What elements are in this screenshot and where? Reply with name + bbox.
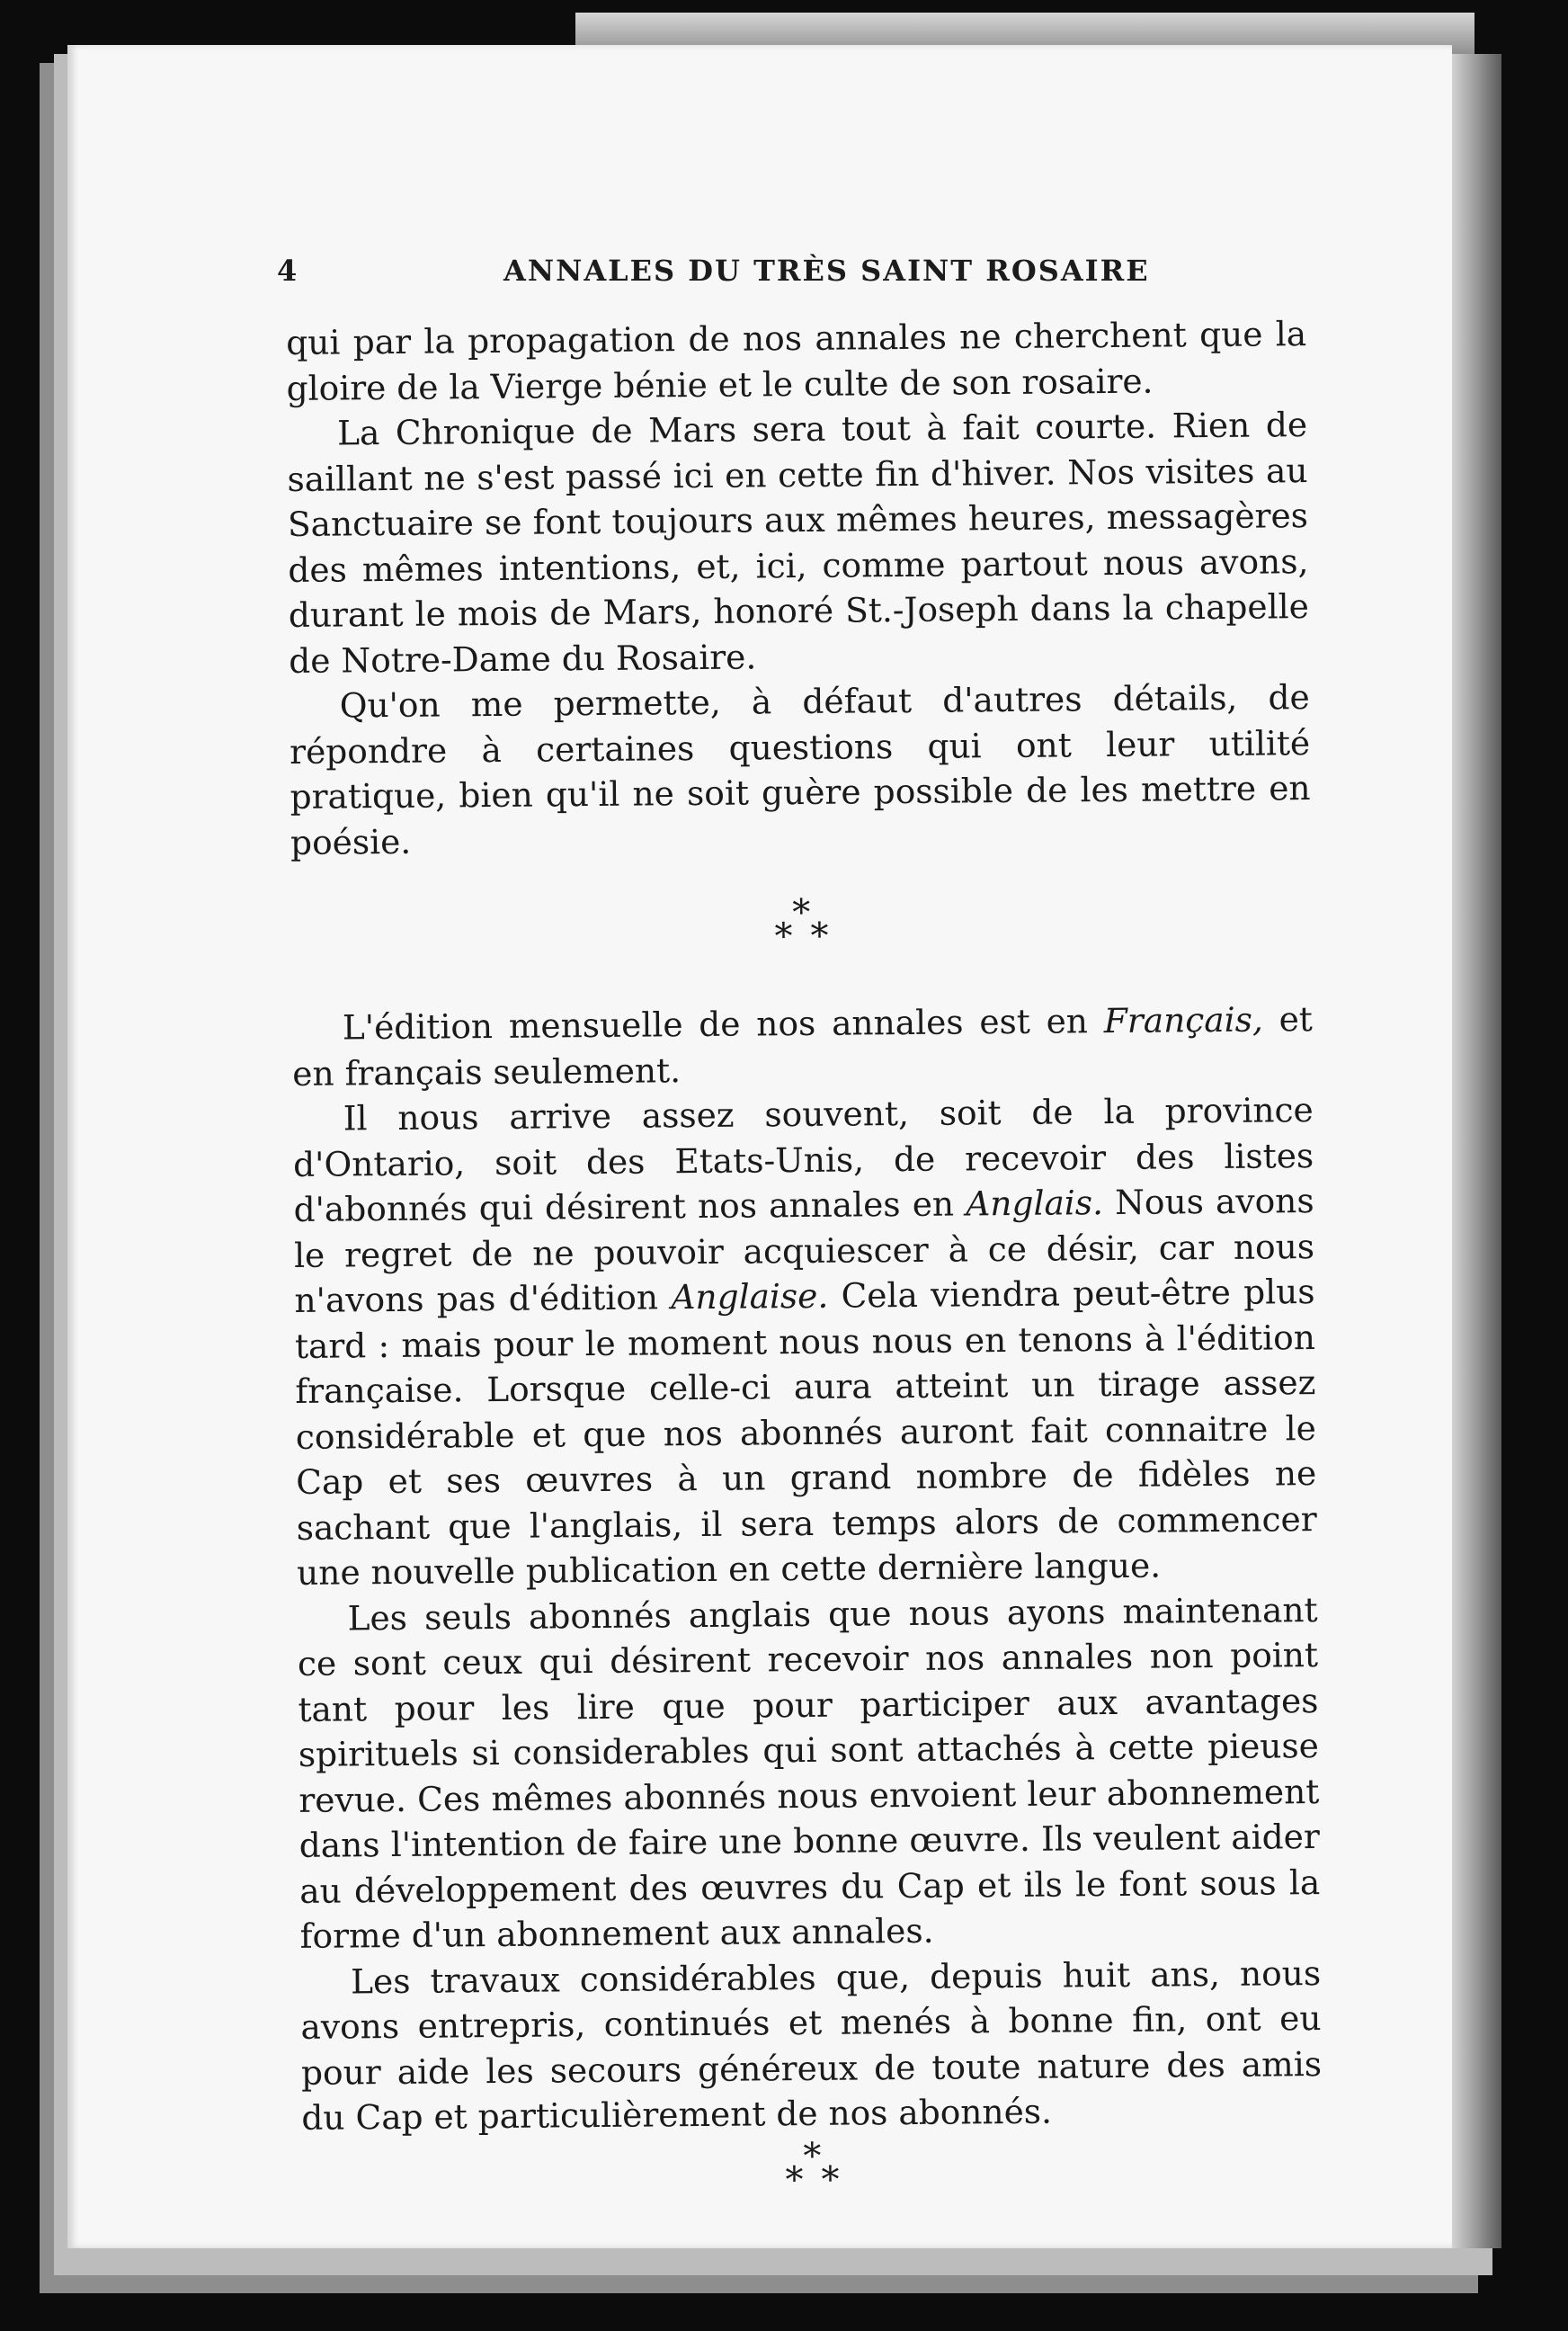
page-number: 4 bbox=[277, 254, 298, 288]
paragraph-5-text-b: Nous avons le regret de ne pouvoir acquiescer à ce désir, car nous n'avons pas d'édition bbox=[293, 1181, 1315, 1321]
separator-star-top: * bbox=[792, 891, 811, 934]
section-separator-bottom bbox=[302, 2135, 1323, 2202]
paragraph-5-text-a: Il nous arrive assez souvent, soit de la province d'Ontario, soit des Etats-Unis, de recevoir des listes d'abonnés qui désirent nos annales en bbox=[293, 1090, 1314, 1230]
paragraph-5 bbox=[293, 1087, 1318, 1595]
paragraph-4 bbox=[292, 996, 1314, 1096]
paragraph-5-italic-1: Anglais. bbox=[966, 1183, 1104, 1224]
paragraph-4-text-a: L'édition mensuelle de nos annales est en bbox=[342, 1001, 1089, 1048]
separator-star-left: * bbox=[774, 915, 793, 958]
paragraph-4-italic: Français, bbox=[1103, 999, 1263, 1041]
paragraph-1: qui par la propagation de nos annales ne cherchent que la gloire de la Vierge bénie et le culte de son rosaire. bbox=[286, 314, 1307, 408]
running-head bbox=[277, 254, 1311, 297]
paragraph-4-text-b: et en français seulement. bbox=[292, 999, 1314, 1094]
paragraph-7: Les travaux considérables que, depuis huit ans, nous avons entrepris, continués et menés à bonne fin, ont eu pour aide les secours généreux de toute nature des amis du Cap et particulièrement de nos abonnés. bbox=[300, 1952, 1323, 2139]
paragraph-5-italic-2: Anglaise. bbox=[671, 1276, 829, 1317]
paragraph-5-text-c: Cela viendra peut-être plus tard : mais pour le moment nous nous en tenons à l'édition française. Lorsque celle-ci aura atteint un tirage assez considérable et que nos abonnés auront fait connaitre le Cap et ses œuvres à un grand nombre de fidèles ne sachant que l'anglais, il sera temps alors de commencer une nouvelle publication en cette dernière langue. bbox=[294, 1272, 1317, 1594]
paragraph-2: La Chronique de Mars sera tout à fait courte. Rien de saillant ne s'est passé ici en cette fin d'hiver. Nos visites au Sanctuaire se font toujours aux mêmes heures, messagères des mêmes intentions, et, ici, comme partout nous avons, durant le mois de Mars, honoré St.-Joseph dans la chapelle de Notre-Dame du Rosaire. bbox=[287, 405, 1310, 681]
separator-bottom-star-right: * bbox=[821, 2158, 840, 2202]
body-text bbox=[286, 311, 1323, 2202]
separator-bottom-star-top: * bbox=[803, 2135, 822, 2177]
section-separator bbox=[291, 891, 1312, 959]
separator-star-right: * bbox=[810, 915, 829, 958]
paragraph-3: Qu'on me permette, à défaut d'autres détails, de répondre à certaines questions qui ont leur utilité pratique, bien qu'il ne soit guère possible de les mettre en poésie. bbox=[289, 677, 1311, 862]
separator-bottom-star-left: * bbox=[785, 2159, 804, 2202]
paragraph-6: Les seuls abonnés anglais que nous ayons maintenant ce sont ceux qui désirent recevoir nos annales non point tant pour les lire que pour participer aux avantages spirituels si considerables qui sont attachés à cette pieuse revue. Ces mêmes abonnés nous envoient leur abonnement dans l'intention de faire une bonne œuvre. Ils veulent aider au développement des œuvres du Cap et ils le font sous la forme d'un abonnement aux annales. bbox=[297, 1589, 1321, 1957]
running-title: ANNALES DU TRÈS SAINT ROSAIRE bbox=[503, 254, 1150, 288]
